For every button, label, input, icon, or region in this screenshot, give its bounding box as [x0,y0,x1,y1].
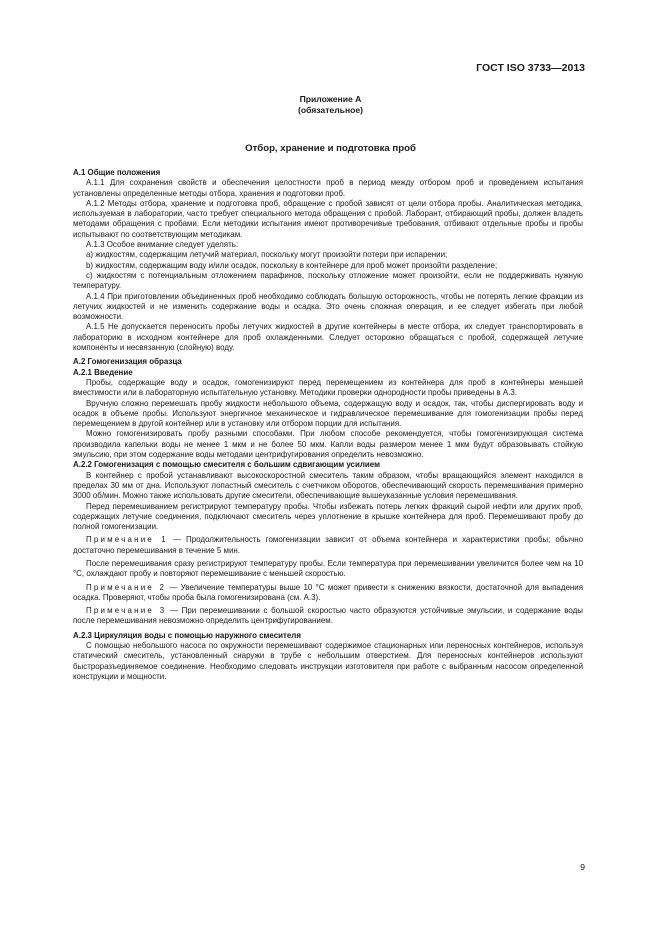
annex-header [0,94,661,116]
note-text: — Продолжительность гомогенизации зависит от объема контейнера и характеристики пробы; обычно достаточно перемешивания в течение 5 мин. [73,535,583,555]
paragraph-a2-3-1: С помощью небольшого насоса по окружности перемешивают содержимое стационарных или переносных контейнеров, используя статический смеситель, установленный снаружи в трубе с небольшим отверстием. Для переносных контейнеров используют быстроразъединяемое соединение. Необходимо следовать инструкции изготовителя при работе с выбранным насосом определенной конструкции и мощности. [73,641,583,681]
note-2 [73,583,583,604]
paragraph-a2-1-2: Вручную сложно перемешать пробу жидкости небольшого объема, содержащую воду и осадок, так, чтобы диспергировать воду и осадок в объеме пробы. Используют энергичное механическое и гидравлическое перемешивание для гомогенизации пробы перед перемещением в другой контейнер или в установку или отбором порции для испытания. [73,398,583,429]
paragraph-a2-1-1: Пробы, содержащие воду и осадок, гомогенизируют перед перемещением из контейнера для проб в контейнеры меньшей вместимости или в лабораторную испытательную установку. Методики проверки однородности пробы приведены в А.3. [73,377,583,398]
section-heading-a2-2: А.2.2 Гомогенизация с помощью смесителя с большим сдвигающим усилием [73,460,380,470]
list-item-c: с) жидкостям с потенциальным отложением парафинов, поскольку отложение может произойти, если не поддерживать нужную температуру. [73,270,583,291]
note-text: — Увеличение температуры выше 10 °С может привести к снижению вязкости, достаточной для выпадения осадка. Проверяют, чтобы проба была гомогенизирована (см. А.3). [73,582,583,602]
paragraph-a1-5: А.1.5 Не допускается переносить пробы летучих жидкостей в другие контейнеры в месте отбора, их следует транспортировать в лабораторию в исходном контейнере для проб охлажденными. Следует осторожно обращаться с пробой, содержащей летучие компоненты и несвязанную (слойную) воду. [73,322,583,353]
paragraph-a1-1: А.1.1 Для сохранения свойств и обеспечения целостности проб в период между отбором проб и проведением испытания установлены определенные методы отбора, хранения и подготовки проб. [73,178,583,198]
section-heading-a2-1: А.2.1 Введение [73,367,133,377]
note-text: — При перемешивании с большой скоростью часто образуются устойчивые эмульсии, и содержание воды после перемешивания невозможно определить центрифугированием. [73,606,583,626]
document-title: Отбор, хранение и подготовка проб [245,143,416,154]
paragraph-a2-2-1: В контейнер с пробой устанавливают высокоскоростной смеситель таким образом, чтобы вращающийся элемент находился в пределах 30 мм от дна. Используют лопастный смеситель с счетчиком оборотов, обеспечивающий скорость перемешивания примерно 3000 об/мин. Можно также использовать другие смесители, обеспечивающие вышеуказанные условия перемешивания. [73,470,583,501]
section-heading-a1: А.1 Общие положения [73,168,161,177]
paragraph-a2-2-2: Перед перемешиванием регистрируют температуру пробы. Чтобы избежать потерь легких фракций сырой нефти или других проб, содержащих летучие соединения, подключают смеситель через уплотнение в крышке контейнера для проб. Перемешивают пробу до полной гомогенизации. [73,501,583,532]
annex-status: (обязательное) [297,105,364,115]
standard-designation: ГОСТ ISO 3733—2013 [476,62,585,74]
paragraph-a2-1-3: Можно гомогенизировать пробу разными способами. При любом способе рекомендуется, чтобы гомогенизирующая система производила капельки воды не менее 1 мкм и не более 50 мкм. Капли воды размером менее 1 мкм будут образовывать стойкую эмульсию, при этом содержание воды методами центрифугирования определить невозможно. [73,429,583,460]
section-heading-a2: А.2 Гомогенизация образца [73,357,182,367]
page-number: 9 [580,862,585,872]
note-3 [73,606,583,627]
note-label: Примечание 3 [86,606,167,616]
paragraph-a1-3: А.1.3 Особое внимание следует уделять: [86,240,239,250]
section-heading-a2-3: А.2.3 Циркуляция воды с помощью наружного смесителя [73,630,301,640]
paragraph-a2-2-3: После перемешивания сразу регистрируют температуру пробы. Если температура при перемешивании увеличится более чем на 10 °С, охлаждают пробу и повторяют перемешивание с меньшей скоростью. [73,558,583,579]
list-item-a: а) жидкостям, содержащим летучий материал, поскольку могут произойти потери при испарении; [86,250,448,260]
note-1 [73,535,583,556]
paragraph-a1-4: А.1.4 При приготовлении объединенных проб необходимо соблюдать большую осторожность, чтобы не потерять легкие фракции из летучих жидкостей и не изменить содержание воды и осадка. Это очень сложная операция, и ее следует избегать при любой возможности. [73,291,583,322]
note-label: Примечание 2 [86,582,167,592]
list-item-b: b) жидкостям, содержащим воду и/или осадок, поскольку в контейнере для проб может произойти разделение; [86,260,498,270]
annex-title: Приложение А [299,94,362,104]
paragraph-a1-2: А.1.2 Методы отбора, хранение и подготовка проб, обращение с пробой зависят от цели отбора пробы. Аналитическая методика, используемая в лаборатории, часто требует специального метода обращения с пробой. Лаборант, отбирающий пробы, должен владеть методами обращения с пробами. Если методики испытания имеют противоречивые требования, отбивают отдельные пробы и пробы испытывают по соответствующим методикам. [73,198,583,239]
document-body [73,168,583,682]
note-label: Примечание 1 [86,535,168,545]
